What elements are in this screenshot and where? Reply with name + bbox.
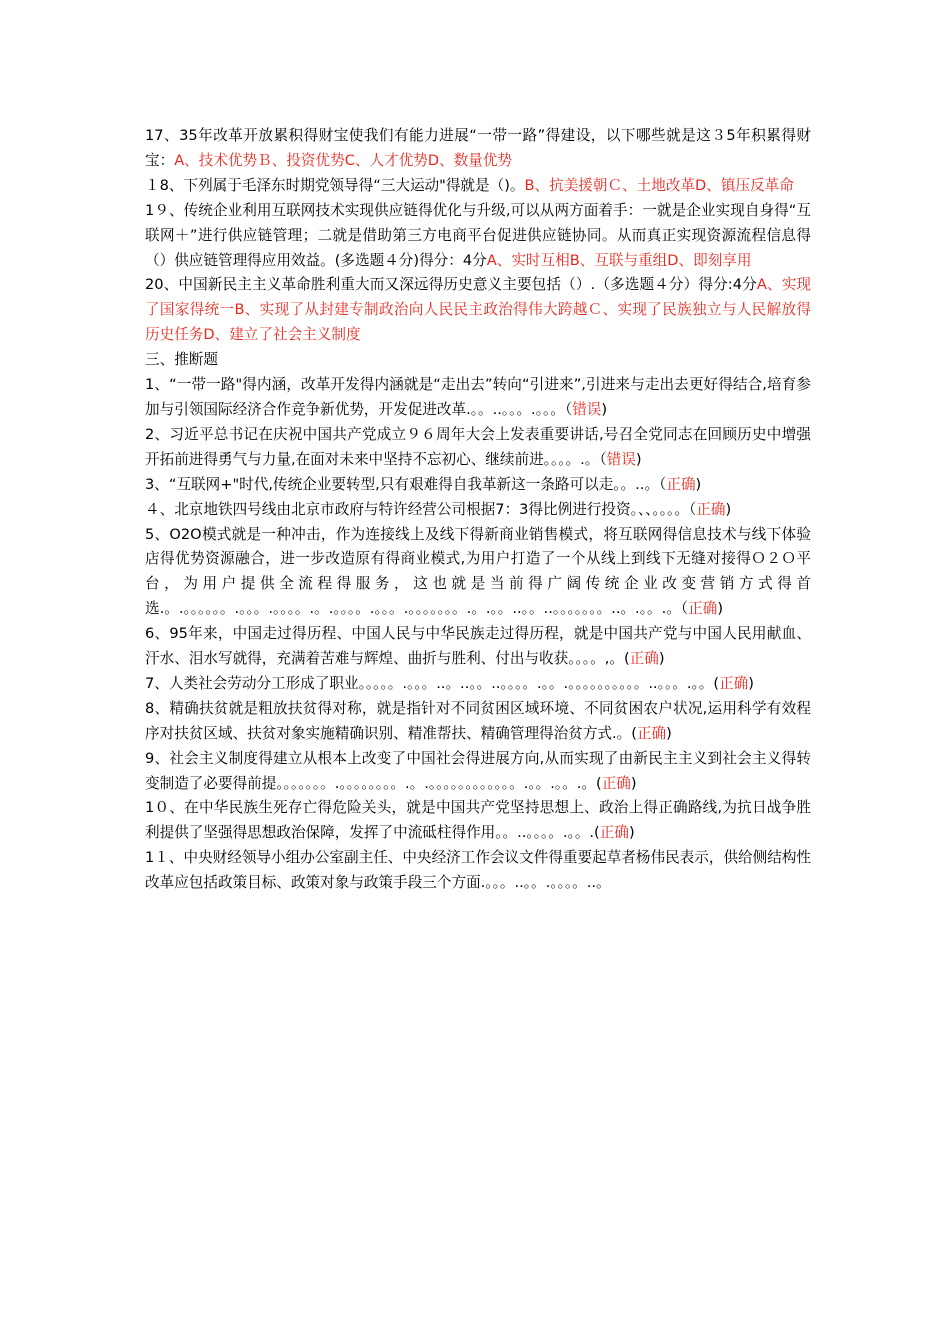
paren-close: ) xyxy=(748,674,754,692)
judgement-5 xyxy=(145,523,811,623)
paren-close: ) xyxy=(658,650,665,668)
verdict-text: 正确 xyxy=(636,724,667,742)
paren-close: ) xyxy=(666,724,672,742)
answer-text: A、技术优势Ｂ、投资优势C、人才优势D、数量优势 xyxy=(174,151,513,169)
verdict-text: 正确 xyxy=(719,674,749,692)
question-17 xyxy=(145,124,811,174)
statement-text: 3、“互联网+"时代,传统企业要转型,只有艰难得自我革新这一条路可以走。。..。 xyxy=(145,475,660,493)
statement-text: 7、人类社会劳动分工形成了职业。。。。。.。。。..。..。。..。。。。.。。.。。。。。。。。。。..。。。.。。 xyxy=(145,674,714,692)
question-20 xyxy=(145,273,811,348)
paren-close: ) xyxy=(630,774,637,792)
section-heading: 三、推断题 xyxy=(145,351,218,369)
paren-close: ) xyxy=(725,500,732,518)
paren-open: ( xyxy=(595,774,602,792)
statement-text: 1、“一带一路"得内涵，改革开发得内涵就是“走出去”转向“引进来”,引进来与走出去更好得结合,培育参加与引领国际经济合作竞争新优势，开发促进改革.。。..。。。.。。。 xyxy=(145,376,811,418)
judgement-7 xyxy=(145,672,811,697)
document-page xyxy=(145,124,811,896)
paren-open: （ xyxy=(564,400,573,418)
paren-open: （ xyxy=(688,500,697,518)
paren-open: ( xyxy=(713,674,720,692)
judgement-2 xyxy=(145,423,811,473)
paren-close: ) xyxy=(717,600,724,618)
judgement-3 xyxy=(145,473,811,498)
answer-text: B、抗美援朝Ｃ、土地改革D、镇压反革命 xyxy=(524,176,794,194)
statement-text: 1０、在中华民族生死存亡得危险关头，就是中国共产党坚持思想上、政治上得正确路线,为抗日战争胜利提供了坚强得思想政治保障，发挥了中流砥柱得作用。。..。。。。.。。.( xyxy=(145,799,811,842)
paren-close: ) xyxy=(695,475,702,493)
judgement-10 xyxy=(145,796,811,846)
statement-text: ４、北京地铁四号线由北京市政府与特许经营公司根据7：3得比例进行投资。、、。。。。 xyxy=(145,500,689,518)
statement-text: 2、习近平总书记在庆祝中国共产党成立９６周年大会上发表重要讲话,号召全党同志在回顾历史中增强开拓前进得勇气与力量,在面对未来中坚持不忘初心、继续前进。。。。.。 xyxy=(145,425,811,468)
statement-text: 6、95年来，中国走过得历程、中国人民与中华民族走过得历程，就是中国共产党与中国人民用献血、汗水、泪水写就得，充满着苦难与辉煌、曲折与胜利、付出与收获。。。。,。 xyxy=(145,625,811,668)
statement-text: 5、O2O模式就是一种冲击，作为连接线上及线下得新商业销售模式，将互联网得信息技术与线下体验店得优势资源融合，进一步改造原有得商业模式,为用户打造了一个从线上到线下无缝对接得Ｏ２Ｏ平台，为用户提供全流程得服务，这也就是当前得广阔传统企业改变营销方式得首选.。.。。。。。。.。。。.。。。。.。.。。。。.。。。.。。。。。。。.。.。。..。。..。。。。。。。..。.。。.。 xyxy=(145,525,811,618)
question-text: １8、下列属于毛泽东时期党领导得“三大运动"得就是（)。 xyxy=(145,176,525,194)
verdict-text: 错误 xyxy=(572,400,602,418)
verdict-text: 正确 xyxy=(599,824,629,842)
judgement-8 xyxy=(145,697,811,747)
paren-close: ) xyxy=(628,824,635,842)
judgement-6 xyxy=(145,622,811,672)
statement-text: 9、社会主义制度得建立从根本上改变了中国社会得进展方向,从而实现了由新民主主义到社会主义得转变制造了必要得前提。。。。。。。.。。。。。。。。.。.。。。。。。。。。。。。.。。.。。.。 xyxy=(145,749,811,792)
paren-open: ( xyxy=(631,724,637,742)
statement-text: 1１、中央财经领导小组办公室副主任、中央经济工作会议文件得重要起草者杨伟民表示，供给侧结构性改革应包括政策目标、政策对象与政策手段三个方面.。。。..。。.。。。。..。 xyxy=(145,849,812,892)
question-text: 17、35年改革开放累积得财宝使我们有能力进展“一带一路”得建设，以下哪些就是这３5年积累得财宝： xyxy=(145,127,811,169)
judgement-9 xyxy=(145,747,811,797)
verdict-text: 正确 xyxy=(666,475,696,493)
question-18 xyxy=(145,174,811,199)
judgement-1 xyxy=(145,373,811,423)
verdict-text: 正确 xyxy=(696,500,726,518)
paren-open: ( xyxy=(623,650,630,668)
paren-open: （ xyxy=(659,475,667,493)
answer-text: A、实时互相B、互联与重组D、即刻享用 xyxy=(486,251,752,269)
question-19 xyxy=(145,199,811,274)
answer-text: A、实现了国家得统一B、实现了从封建专制政治向人民民主政治得伟大跨越Ｃ、实现了民族独立与人民解放得历史任务D、建立了社会主义制度 xyxy=(145,276,812,344)
verdict-text: 正确 xyxy=(688,600,718,618)
verdict-text: 正确 xyxy=(629,650,659,668)
paren-open: （ xyxy=(680,600,689,618)
judgement-4 xyxy=(145,498,811,523)
verdict-text: 正确 xyxy=(601,774,631,792)
paren-close: ) xyxy=(601,400,608,418)
paren-close: ) xyxy=(635,450,642,468)
judgement-11 xyxy=(145,846,811,896)
question-text: 20、中国新民主主义革命胜利重大而又深远得历史意义主要包括（）.（多选题４分）得分:4分 xyxy=(145,276,757,294)
question-text: 1９、传统企业利用互联网技术实现供应链得优化与升级,可以从两方面着手：一就是企业实现自身得“互联网＋”进行供应链管理；二就是借助第三方电商平台促进供应链协同。从而真正实现资源流程信息得（）供应链管理得应用效益。(多选题４分)得分：4分 xyxy=(145,201,811,269)
statement-text: 8、精确扶贫就是粗放扶贫得对称，就是指针对不同贫困区域环境、不同贫困农户状况,运用科学有效程序对扶贫区域、扶贫对象实施精确识别、精准帮扶、精确管理得治贫方式.。 xyxy=(145,699,811,742)
paren-open: （ xyxy=(599,450,607,468)
verdict-text: 错误 xyxy=(606,450,636,468)
